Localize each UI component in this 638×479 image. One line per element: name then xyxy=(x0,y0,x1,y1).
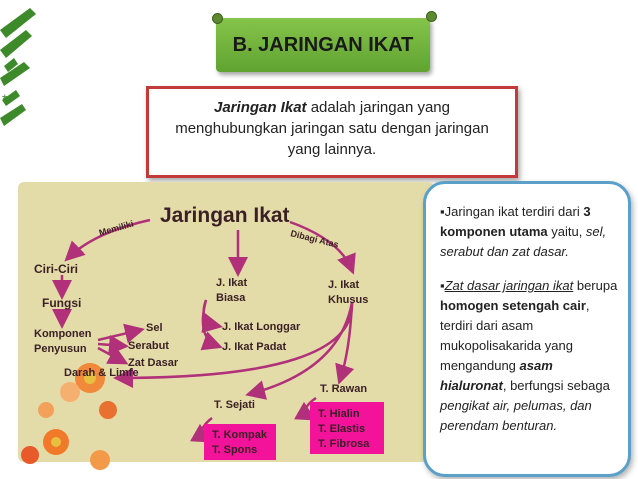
node-elastis: T. Elastis xyxy=(318,423,366,435)
node-biasa-1: J. Ikat xyxy=(216,277,248,289)
info-p1-c: yaitu, xyxy=(547,224,586,239)
info-p2-g: pengikat air, pelumas, dan perendam benturan. xyxy=(440,398,592,433)
node-ciri: Ciri-Ciri xyxy=(34,262,79,276)
node-hialin: T. Hialin xyxy=(318,408,360,420)
node-serabut: Serabut xyxy=(128,340,169,352)
node-komponen-2: Penyusun xyxy=(34,343,87,355)
node-longgar: J. Ikat Longgar xyxy=(222,321,301,333)
node-fungsi: Fungsi xyxy=(42,296,82,310)
info-p1-b: 3 komponen utama xyxy=(440,204,591,239)
bullet-icon: ▪ xyxy=(440,278,445,293)
node-spons: T. Spons xyxy=(212,444,258,456)
root-label: Jaringan Ikat xyxy=(160,204,290,227)
node-zat-dasar: Zat Dasar xyxy=(128,357,179,369)
info-p1-d: sel, serabut dan zat dasar. xyxy=(440,224,607,259)
info-p2-b: berupa xyxy=(573,278,618,293)
node-fibrosa: T. Fibrosa xyxy=(318,438,370,450)
info-p2-e: asam hialuronat xyxy=(440,358,553,393)
flower-decoration xyxy=(21,363,117,470)
edge-label-right: Dibagi Atas xyxy=(289,228,340,250)
info-paragraph-2 xyxy=(440,276,620,436)
info-p2-c: homogen setengah cair xyxy=(440,298,586,313)
info-paragraph-1 xyxy=(440,202,620,262)
info-p1-a: Jaringan ikat terdiri dari xyxy=(444,204,584,219)
info-p2-a: Zat dasar jaringan ikat xyxy=(444,278,574,293)
node-darah: Darah & Limfe xyxy=(64,367,139,379)
node-padat: J. Ikat Padat xyxy=(222,341,287,353)
info-p2-f: , berfungsi sebaga xyxy=(502,378,610,393)
node-sejati: T. Sejati xyxy=(214,399,255,411)
info-box xyxy=(423,181,631,477)
node-khusus-1: J. Ikat xyxy=(328,279,360,291)
definition-rest: adalah jaringan yang menghubungkan jaringan satu dengan jaringan yang lainnya. xyxy=(175,99,489,158)
edge-label-left: Memiliki xyxy=(97,218,135,238)
slide-title: B. JARINGAN IKAT xyxy=(232,34,414,56)
node-biasa-2: Biasa xyxy=(216,292,246,304)
info-text xyxy=(440,202,620,450)
arrow-to-rawan xyxy=(340,302,352,380)
bullet-icon: ▪ xyxy=(440,204,445,219)
arrow-to-sel xyxy=(98,330,140,340)
node-komponen-1: Komponen xyxy=(34,328,92,340)
info-p2-d: , terdiri dari asam mukopolisakarida yang mengandung xyxy=(440,298,590,373)
definition-term: Jaringan Ikat xyxy=(214,99,307,116)
svg-text:*: * xyxy=(2,91,8,107)
arrow-to-serabut xyxy=(98,344,124,346)
node-rawan: T. Rawan xyxy=(320,383,368,395)
arrow-to-zatdasar xyxy=(98,348,124,362)
node-khusus-2: Khusus xyxy=(328,294,369,306)
node-sel: Sel xyxy=(146,322,163,334)
node-kompak: T. Kompak xyxy=(212,429,268,441)
